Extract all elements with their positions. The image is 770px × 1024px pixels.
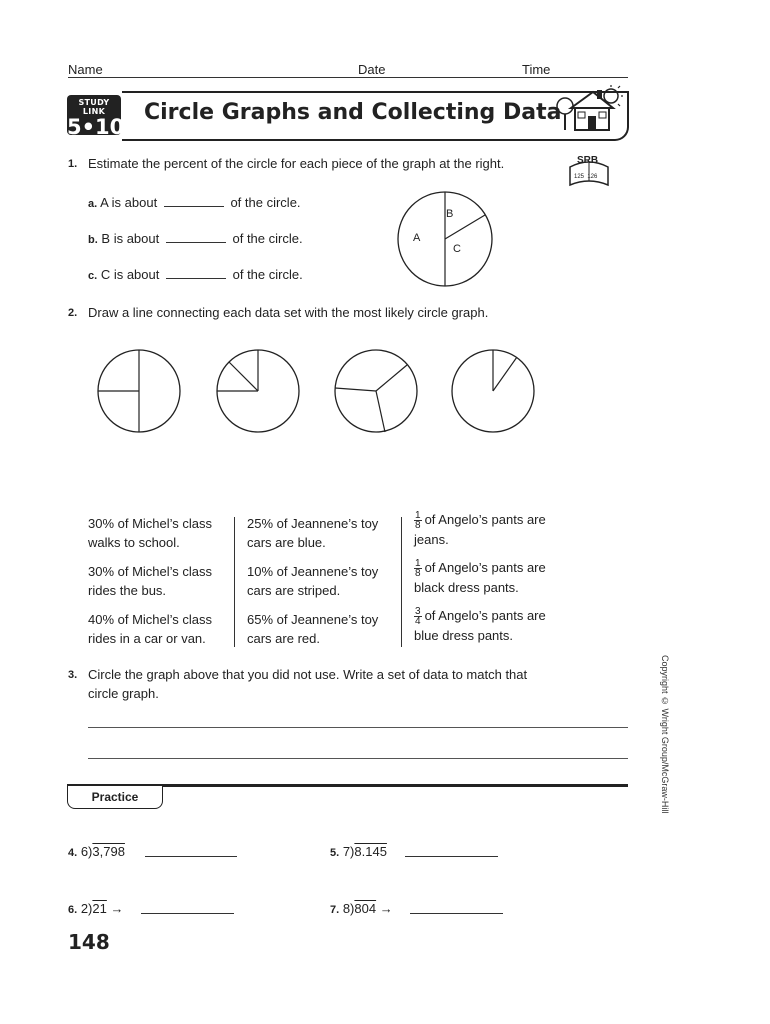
practice-7-dividend: 804 <box>354 901 377 916</box>
q1c-label: c. <box>88 270 98 282</box>
data-line: rides the bus. <box>88 583 167 598</box>
practice-5-dividend: 8.145 <box>354 844 387 859</box>
data-line: walks to school. <box>88 535 180 550</box>
practice-7-answer-line[interactable] <box>410 913 503 914</box>
study-link-number: 5•10 <box>67 115 125 139</box>
data-column-divider-1 <box>234 517 235 647</box>
header-rule <box>68 77 628 78</box>
practice-7-divisor: 8 <box>342 901 351 916</box>
q1a-row <box>88 195 301 210</box>
srb-pages: 125 126 <box>574 174 598 180</box>
data-set-jeannene-red[interactable] <box>247 610 378 648</box>
q3-number: 3. <box>68 669 78 681</box>
data-line: 65% of Jeannene’s toy <box>247 612 379 627</box>
study-link-label: STUDY LINK <box>78 98 110 116</box>
q1b-suffix: of the circle. <box>232 231 303 246</box>
q3-text-line1: Circle the graph above that you did not use. Write a set of data to match that <box>88 667 528 682</box>
fraction <box>414 511 422 530</box>
copyright-notice: Copyright © Wright Group/McGraw-Hill <box>660 655 670 814</box>
circle-graph-3[interactable] <box>333 348 419 434</box>
practice-4-number: 4. <box>68 847 78 859</box>
q1a-suffix: of the circle. <box>230 195 301 210</box>
arrow-icon: → <box>110 901 124 916</box>
q1-circle-graph <box>396 190 496 288</box>
data-line: cars are blue. <box>247 535 326 550</box>
data-column-divider-2 <box>401 517 402 647</box>
q1-pie-label-c: C <box>453 243 461 255</box>
data-line: of Angelo’s pants are <box>424 512 546 527</box>
time-label: Time <box>522 62 551 77</box>
data-set-jeannene-striped[interactable] <box>247 562 378 600</box>
q1a-answer-blank[interactable] <box>164 196 224 207</box>
practice-4: 4. 6)3,798 <box>68 844 125 859</box>
q1a-prefix: A is about <box>100 195 158 210</box>
page-title: Circle Graphs and Collecting Data <box>144 100 562 125</box>
q1b-answer-blank[interactable] <box>166 232 226 243</box>
data-set-angelo-blue[interactable] <box>414 606 546 645</box>
data-line: 25% of Jeannene’s toy <box>247 516 379 531</box>
practice-6-number: 6. <box>68 904 78 916</box>
practice-tab: Practice <box>67 786 163 809</box>
q3-text-line2: circle graph. <box>88 686 159 701</box>
q1b-prefix: B is about <box>101 231 160 246</box>
practice-6: 6. 2)21 → <box>68 901 124 916</box>
practice-7: 7. 8)804 → <box>330 901 393 916</box>
q1c-answer-blank[interactable] <box>166 268 226 279</box>
practice-5-divisor: 7 <box>342 844 351 859</box>
data-line: 10% of Jeannene’s toy <box>247 564 379 579</box>
data-line: 40% of Michel’s class <box>88 612 213 627</box>
practice-6-divisor: 2 <box>80 901 89 916</box>
q1c-row <box>88 267 303 282</box>
q1a-label: a. <box>88 198 98 210</box>
q1b-label: b. <box>88 234 98 246</box>
data-line: 30% of Michel’s class <box>88 564 213 579</box>
q1c-suffix: of the circle. <box>232 267 303 282</box>
practice-5-answer-line[interactable] <box>405 856 498 857</box>
fraction-numerator: 1 <box>415 510 421 522</box>
q1b-row <box>88 231 303 246</box>
q3-answer-line-1[interactable] <box>88 727 628 728</box>
fraction-numerator: 1 <box>415 558 421 570</box>
practice-4-answer-line[interactable] <box>145 856 237 857</box>
practice-4-dividend: 3,798 <box>92 844 125 859</box>
data-set-angelo-black[interactable] <box>414 558 546 597</box>
q1-text: Estimate the percent of the circle for each piece of the graph at the right. <box>88 156 505 171</box>
fraction-denominator: 8 <box>415 520 421 532</box>
q2-text: Draw a line connecting each data set with the most likely circle graph. <box>88 305 489 320</box>
arrow-icon: → <box>379 901 393 916</box>
data-line: 30% of Michel’s class <box>88 516 213 531</box>
fraction <box>414 607 422 626</box>
house-icon <box>555 84 623 134</box>
practice-5: 5. 7)8.145 <box>330 844 387 859</box>
data-line: black dress pants. <box>414 580 519 596</box>
q1-pie-label-b: B <box>446 208 454 220</box>
practice-7-number: 7. <box>330 904 340 916</box>
practice-5-number: 5. <box>330 847 340 859</box>
fraction-numerator: 3 <box>415 606 421 618</box>
q1c-prefix: C is about <box>100 267 160 282</box>
data-line: of Angelo’s pants are <box>424 560 546 575</box>
data-line: jeans. <box>414 532 449 548</box>
practice-6-dividend: 21 <box>92 901 107 916</box>
data-line: cars are red. <box>247 631 320 646</box>
q2-number: 2. <box>68 307 78 319</box>
q1-pie-label-a: A <box>413 232 421 244</box>
q1-number: 1. <box>68 158 78 170</box>
data-line: blue dress pants. <box>414 628 514 644</box>
srb-label: SRB <box>577 155 599 166</box>
fraction-denominator: 4 <box>415 616 421 628</box>
date-label: Date <box>358 62 386 77</box>
data-set-jeannene-blue[interactable] <box>247 514 378 552</box>
data-line: rides in a car or van. <box>88 631 206 646</box>
study-link-badge <box>67 95 125 139</box>
data-line: of Angelo’s pants are <box>424 608 546 623</box>
name-label: Name <box>68 62 103 77</box>
data-line: cars are striped. <box>247 583 341 598</box>
fraction <box>414 559 422 578</box>
circle-graph-4[interactable] <box>450 348 536 434</box>
data-set-michel-walks[interactable] <box>88 514 212 552</box>
data-set-michel-car[interactable] <box>88 610 212 648</box>
circle-graph-1[interactable] <box>96 348 182 434</box>
practice-4-divisor: 6 <box>80 844 89 859</box>
fraction-denominator: 8 <box>415 568 421 580</box>
practice-6-answer-line[interactable] <box>141 913 234 914</box>
data-set-angelo-jeans[interactable] <box>414 510 546 549</box>
q3-answer-line-2[interactable] <box>88 758 628 759</box>
data-set-michel-bus[interactable] <box>88 562 212 600</box>
circle-graph-2[interactable] <box>215 348 301 434</box>
page-number: 148 <box>68 930 110 954</box>
